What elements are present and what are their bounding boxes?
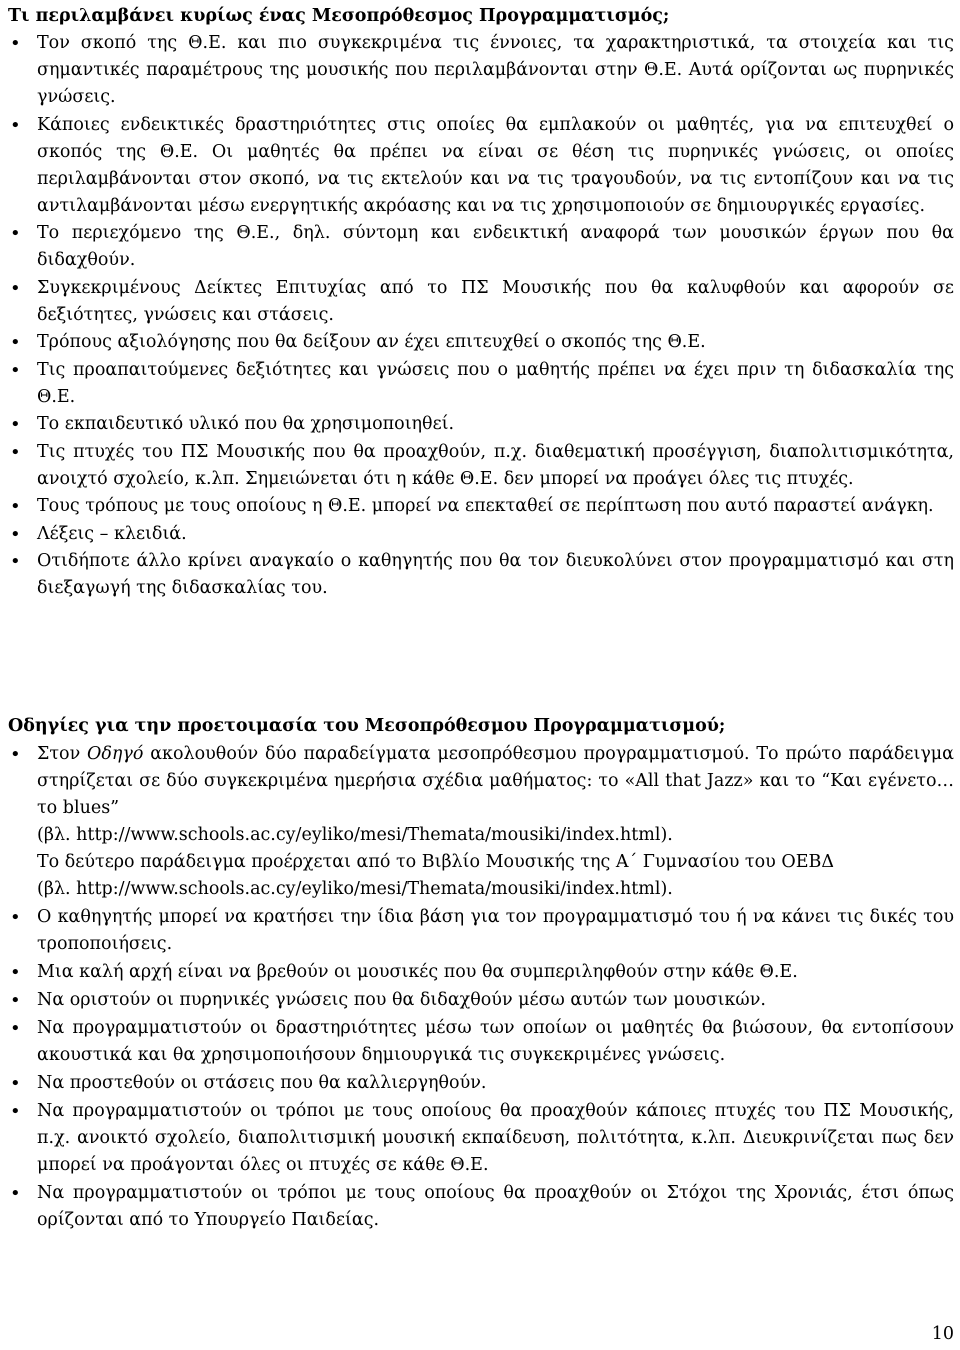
section-heading-instructions-text: Οδηγίες για την προετοιμασία του Μεσοπρόθεσμου Προγραμματισμού; [8, 716, 726, 736]
list-item: • Να προγραμματιστούν οι τρόποι με τους οποίους θα προαχθούν οι Στόχοι της Χρονιάς, έτσι όπως ορίζονται από το Υπουργείο Παιδείας. [8, 1180, 954, 1234]
section-heading-instructions [8, 714, 725, 739]
second-example-text: Το δεύτερο παράδειγμα προέρχεται από το Βιβλίο Μουσικής της Α΄ Γυμνασίου του ΟΕΒΔ [37, 852, 834, 872]
examples-intro-pre: Στον [37, 744, 88, 764]
list-item: • Τρόπους αξιολόγησης που θα δείξουν αν έχει επιτευχθεί ο σκοπός της Θ.Ε. [8, 329, 954, 356]
page-number: 10 [931, 1324, 954, 1344]
list-item: • Μια καλή αρχή είναι να βρεθούν οι μουσικές που θα συμπεριληφθούν στην κάθε Θ.Ε. [8, 959, 954, 986]
reference-link-2[interactable]: (βλ. http://www.schools.ac.cy/eyliko/mesi/Themata/mousiki/index.html). [37, 879, 673, 899]
list-item: • Τις πτυχές του ΠΣ Μουσικής που θα προαχθούν, π.χ. διαθεματική προσέγγιση, διαπολιτισμικότητα, ανοιχτό σχολείο, κ.λπ. Σημειώνεται ότι η κάθε Θ.Ε. δεν μπορεί να προάγει όλες τις πτυχές. [8, 439, 954, 493]
list-item-examples [8, 741, 954, 903]
list-item: • Να οριστούν οι πυρηνικές γνώσεις που θα διδαχθούν μέσω αυτών των μουσικών. [8, 987, 954, 1014]
examples-intro-post: ακολουθούν δύο παραδείγματα μεσοπρόθεσμου προγραμματισμού. Το πρώτο παράδειγμα στηρίζεται σε δύο συγκεκριμένα ημερήσια σχέδια μαθήματος: το «All that Jazz» και το “Και εγένετο…το blues” [37, 744, 954, 818]
instructions-bullet-list [8, 741, 954, 1235]
list-item: • Τον σκοπό της Θ.Ε. και πιο συγκεκριμένα τις έννοιες, τα χαρακτηριστικά, τα στοιχεία και τις σημαντικές παραμέτρους της μουσικής που περιλαμβάνονται στην Θ.Ε. Αυτά ορίζονται ως πυρηνικές γνώσεις. [8, 30, 954, 111]
guide-title: Οδηγό [87, 744, 144, 764]
list-item: • Να προστεθούν οι στάσεις που θα καλλιεργηθούν. [8, 1070, 954, 1097]
list-item: • Να προγραμματιστούν οι τρόποι με τους οποίους θα προαχθούν κάποιες πτυχές του ΠΣ Μουσικής, π.χ. ανοικτό σχολείο, διαπολιτισμική μουσική εκπαίδευση, πολιτότητα, κ.λπ. Διευκρινίζεται πως δεν μπορεί να προάγονται όλες οι πτυχές σε κάθε Θ.Ε. [8, 1098, 954, 1179]
list-item: • Το περιεχόμενο της Θ.Ε., δηλ. σύντομη και ενδεικτική αναφορά των μουσικών έργων που θα διδαχθούν. [8, 220, 954, 274]
list-item: • Κάποιες ενδεικτικές δραστηριότητες στις οποίες θα εμπλακούν οι μαθητές, για να επιτευχθεί ο σκοπός της Θ.Ε. Οι μαθητές θα πρέπει να είναι σε θέση τις πυρηνικές γνώσεις, οι οποίες περιλαμβάνονται στον σκοπό, να τις εκτελούν και να τις τραγουδούν, να τις εντοπίζουν και να τις αντιλαμβάνονται μέσω ενεργητικής ακρόασης και να τις χρησιμοποιούν σε δημιουργικές εργασίες. [8, 112, 954, 220]
list-item: • Να προγραμματιστούν οι δραστηριότητες μέσω των οποίων οι μαθητές θα βιώσουν, θα εντοπίσουν ακουστικά και θα χρησιμοποιήσουν δημιουργικά τις συγκεκριμένες γνώσεις. [8, 1015, 954, 1069]
list-item: • Συγκεκριμένους Δείκτες Επιτυχίας από το ΠΣ Μουσικής που θα καλυφθούν και αφορούν σε δεξιότητες, γνώσεις και στάσεις. [8, 275, 954, 329]
list-item: • Το εκπαιδευτικό υλικό που θα χρησιμοποιηθεί. [8, 411, 954, 438]
reference-link-1[interactable]: (βλ. http://www.schools.ac.cy/eyliko/mesi/Themata/mousiki/index.html). [37, 825, 673, 845]
list-item: • Οτιδήποτε άλλο κρίνει αναγκαίο ο καθηγητής που θα τον διευκολύνει στον προγραμματισμό και στη διεξαγωγή της διδασκαλίας του. [8, 548, 954, 602]
list-item: • Τους τρόπους με τους οποίους η Θ.Ε. μπορεί να επεκταθεί σε περίπτωση που αυτό παραστεί ανάγκη. [8, 493, 954, 520]
list-item: • Λέξεις – κλειδιά. [8, 521, 954, 548]
list-item: • Ο καθηγητής μπορεί να κρατήσει την ίδια βάση για τον προγραμματισμό του ή να κάνει τις δικές του τροποποιήσεις. [8, 904, 954, 958]
list-item: • Τις προαπαιτούμενες δεξιότητες και γνώσεις που ο μαθητής πρέπει να έχει πριν τη διδασκαλία της Θ.Ε. [8, 357, 954, 411]
section-heading-contents: Τι περιλαμβάνει κυρίως ένας Μεσοπρόθεσμος Προγραμματισμός; [8, 6, 670, 26]
contents-bullet-list [8, 30, 954, 603]
